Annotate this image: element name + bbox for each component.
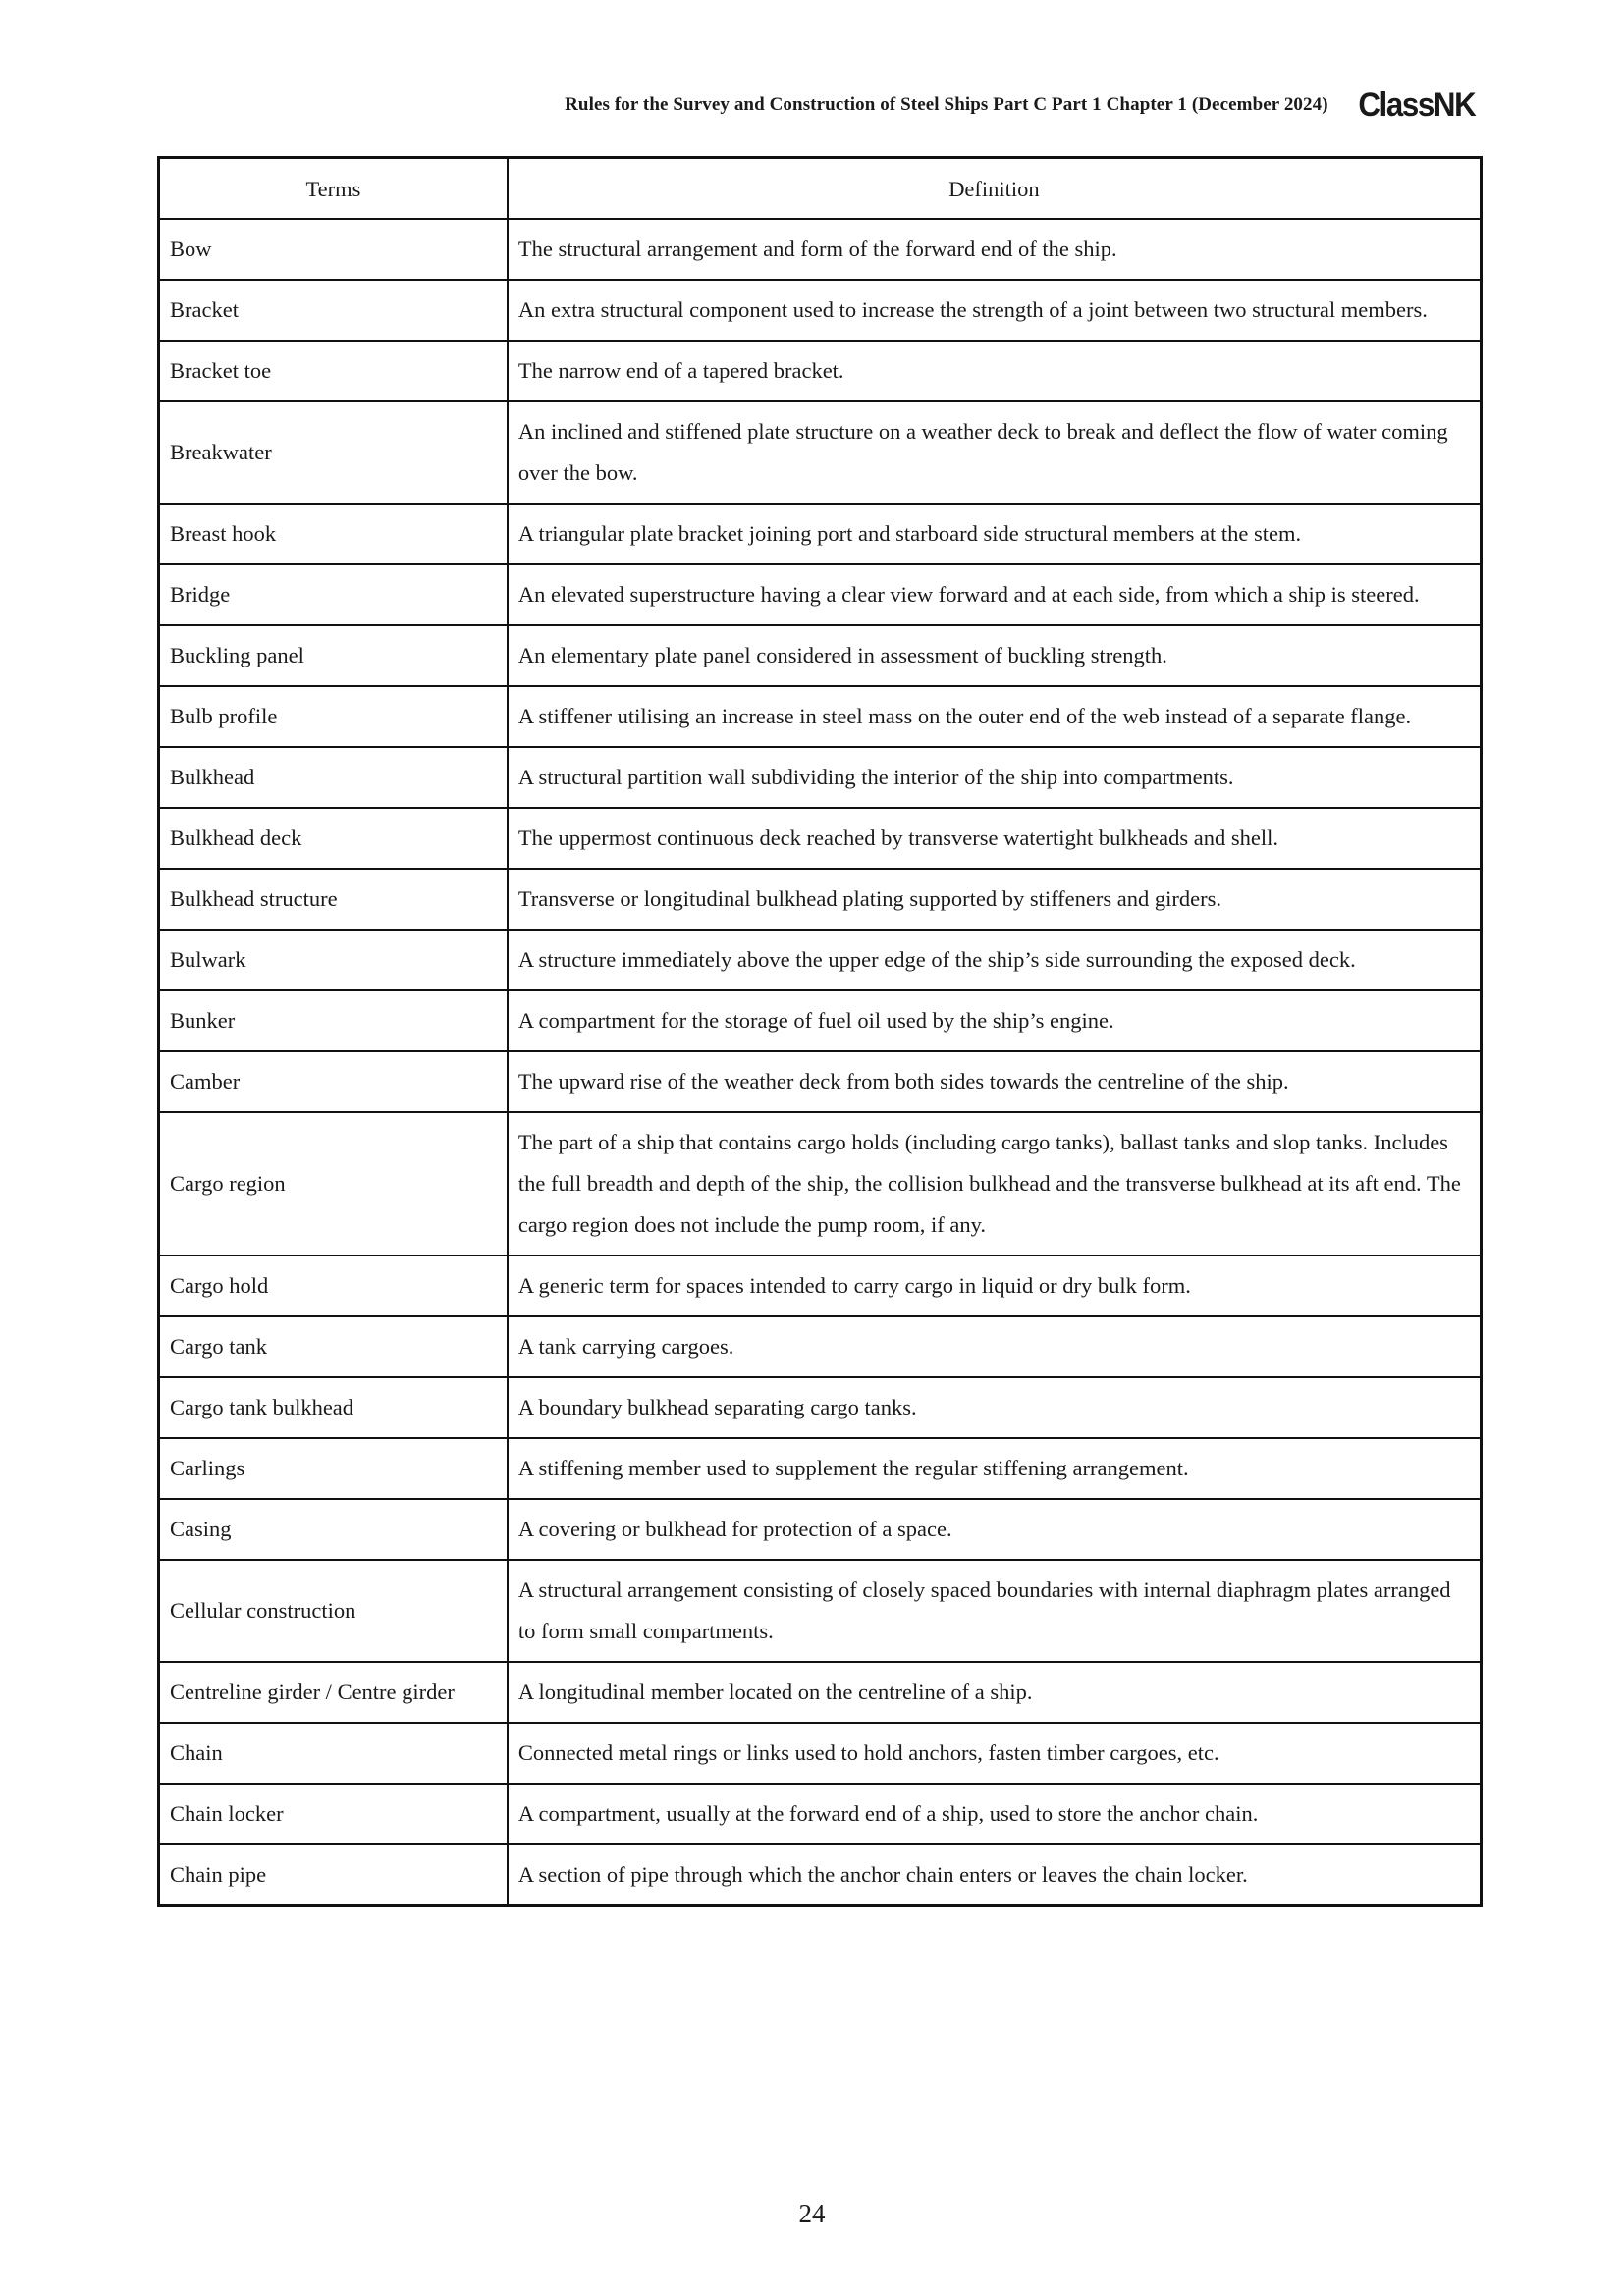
definition-cell: An elevated superstructure having a clear view forward and at each side, from which a ship is steered.: [508, 564, 1482, 625]
table-row: [159, 280, 1482, 341]
definition-cell: An inclined and stiffened plate structure on a weather deck to break and deflect the flow of water coming over the bow.: [508, 401, 1482, 504]
column-header-terms: Terms: [159, 158, 508, 220]
definition-cell: An extra structural component used to increase the strength of a joint between two structural members.: [508, 280, 1482, 341]
definition-cell: A tank carrying cargoes.: [508, 1316, 1482, 1377]
table-row: [159, 625, 1482, 686]
definition-cell: An elementary plate panel considered in assessment of buckling strength.: [508, 625, 1482, 686]
definition-cell: A structural partition wall subdividing the interior of the ship into compartments.: [508, 747, 1482, 808]
definition-cell: A compartment for the storage of fuel oil used by the ship’s engine.: [508, 990, 1482, 1051]
definition-cell: A compartment, usually at the forward end of a ship, used to store the anchor chain.: [508, 1784, 1482, 1844]
table-row: [159, 1377, 1482, 1438]
table-row: [159, 564, 1482, 625]
term-cell: Cargo tank: [159, 1316, 508, 1377]
term-cell: Bulwark: [159, 930, 508, 990]
table-row: [159, 990, 1482, 1051]
term-cell: Breast hook: [159, 504, 508, 564]
term-cell: Chain pipe: [159, 1844, 508, 1906]
document-title: Rules for the Survey and Construction of Steel Ships Part C Part 1 Chapter 1 (December 2024): [565, 94, 1328, 115]
table-row: [159, 219, 1482, 280]
table-row: [159, 1723, 1482, 1784]
table-row: [159, 1316, 1482, 1377]
page-header: [157, 79, 1475, 122]
definition-cell: A covering or bulkhead for protection of a space.: [508, 1499, 1482, 1560]
table-row: [159, 1051, 1482, 1112]
table-row: [159, 930, 1482, 990]
terms-definition-table: [157, 156, 1483, 1907]
term-cell: Chain locker: [159, 1784, 508, 1844]
term-cell: Casing: [159, 1499, 508, 1560]
table-header-row: [159, 158, 1482, 220]
table-row: [159, 1844, 1482, 1906]
definition-cell: A section of pipe through which the anchor chain enters or leaves the chain locker.: [508, 1844, 1482, 1906]
term-cell: Cargo hold: [159, 1255, 508, 1316]
term-cell: Bridge: [159, 564, 508, 625]
definition-cell: A boundary bulkhead separating cargo tanks.: [508, 1377, 1482, 1438]
term-cell: Bow: [159, 219, 508, 280]
definition-cell: A generic term for spaces intended to carry cargo in liquid or dry bulk form.: [508, 1255, 1482, 1316]
table-row: [159, 1499, 1482, 1560]
definition-cell: A structural arrangement consisting of closely spaced boundaries with internal diaphragm plates arranged to form small compartments.: [508, 1560, 1482, 1662]
table-row: [159, 869, 1482, 930]
term-cell: Bracket: [159, 280, 508, 341]
table-row: [159, 1112, 1482, 1255]
table-row: [159, 1560, 1482, 1662]
term-cell: Bulkhead: [159, 747, 508, 808]
definition-cell: A stiffener utilising an increase in steel mass on the outer end of the web instead of a separate flange.: [508, 686, 1482, 747]
table-row: [159, 808, 1482, 869]
column-header-definition: Definition: [508, 158, 1482, 220]
definition-cell: A triangular plate bracket joining port and starboard side structural members at the stem.: [508, 504, 1482, 564]
definition-cell: A structure immediately above the upper edge of the ship’s side surrounding the exposed deck.: [508, 930, 1482, 990]
definition-cell: A longitudinal member located on the centreline of a ship.: [508, 1662, 1482, 1723]
term-cell: Camber: [159, 1051, 508, 1112]
classnk-logo: ClassNK: [1358, 86, 1475, 124]
definition-cell: The uppermost continuous deck reached by transverse watertight bulkheads and shell.: [508, 808, 1482, 869]
definition-cell: Connected metal rings or links used to hold anchors, fasten timber cargoes, etc.: [508, 1723, 1482, 1784]
term-cell: Cargo region: [159, 1112, 508, 1255]
definition-cell: The upward rise of the weather deck from both sides towards the centreline of the ship.: [508, 1051, 1482, 1112]
table-row: [159, 1662, 1482, 1723]
term-cell: Chain: [159, 1723, 508, 1784]
definition-cell: The part of a ship that contains cargo holds (including cargo tanks), ballast tanks and slop tanks. Includes the full breadth and depth of the ship, the collision bulkhead and the transverse bulkhead at its aft end. The cargo region does not include the pump room, if any.: [508, 1112, 1482, 1255]
table-row: [159, 401, 1482, 504]
definition-cell: A stiffening member used to supplement the regular stiffening arrangement.: [508, 1438, 1482, 1499]
term-cell: Bulkhead deck: [159, 808, 508, 869]
definition-cell: Transverse or longitudinal bulkhead plating supported by stiffeners and girders.: [508, 869, 1482, 930]
term-cell: Carlings: [159, 1438, 508, 1499]
term-cell: Centreline girder / Centre girder: [159, 1662, 508, 1723]
term-cell: Buckling panel: [159, 625, 508, 686]
definition-cell: The narrow end of a tapered bracket.: [508, 341, 1482, 401]
definition-cell: The structural arrangement and form of the forward end of the ship.: [508, 219, 1482, 280]
table-row: [159, 341, 1482, 401]
table-row: [159, 1255, 1482, 1316]
term-cell: Bulb profile: [159, 686, 508, 747]
term-cell: Bunker: [159, 990, 508, 1051]
term-cell: Cellular construction: [159, 1560, 508, 1662]
table-row: [159, 1438, 1482, 1499]
table-row: [159, 686, 1482, 747]
table-row: [159, 504, 1482, 564]
term-cell: Cargo tank bulkhead: [159, 1377, 508, 1438]
table-row: [159, 1784, 1482, 1844]
term-cell: Bracket toe: [159, 341, 508, 401]
page-number: 24: [798, 2199, 826, 2228]
term-cell: Breakwater: [159, 401, 508, 504]
table-row: [159, 747, 1482, 808]
term-cell: Bulkhead structure: [159, 869, 508, 930]
